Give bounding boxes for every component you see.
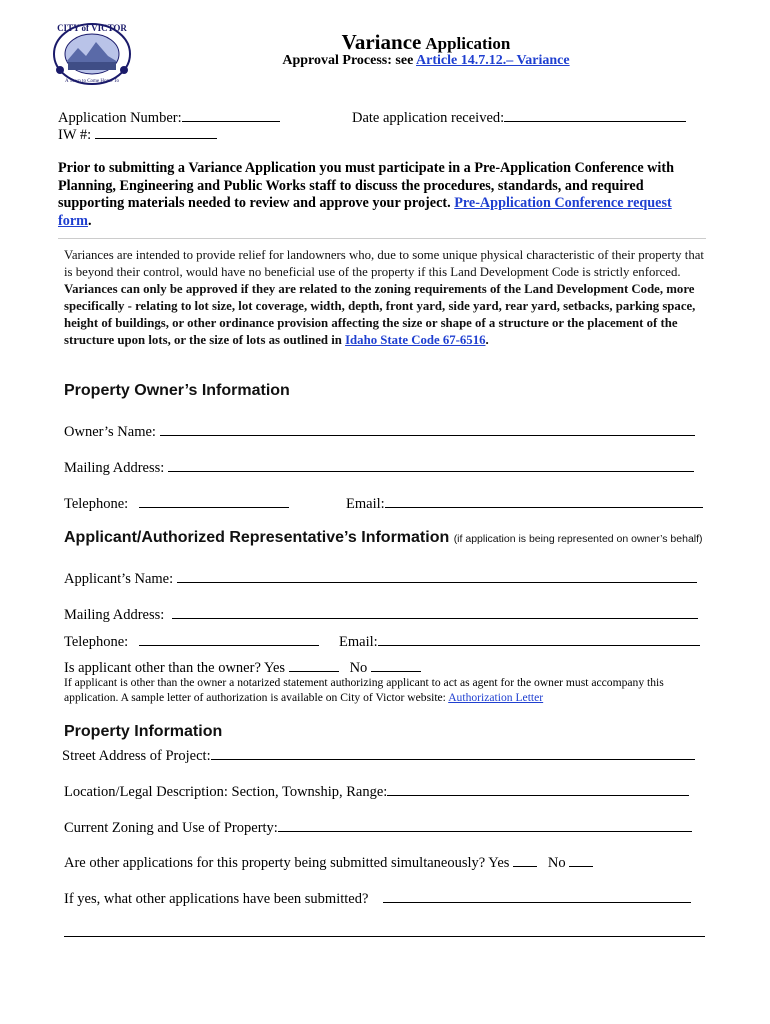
applicant-mailing-label: Mailing Address:	[64, 607, 165, 623]
approval-link[interactable]: Article 14.7.12.– Variance	[416, 53, 570, 68]
legal-description-row	[64, 781, 689, 801]
other-applications-field[interactable]	[383, 888, 691, 903]
applicant-name-row	[64, 568, 697, 588]
zoning-field[interactable]	[278, 817, 692, 832]
applicant-other-yes-field[interactable]	[289, 657, 339, 672]
owner-email-row	[346, 493, 703, 513]
applicant-phone-label: Telephone:	[64, 634, 129, 650]
seal-text-bottom: A Town to Come Home To	[65, 79, 119, 84]
other-applications-label: If yes, what other applications have been submitted?	[64, 891, 369, 907]
applicant-other-row	[64, 657, 421, 677]
owner-email-label: Email:	[346, 496, 385, 512]
seal-text-top: CITY of VICTOR	[57, 23, 127, 33]
simultaneous-row	[64, 852, 593, 872]
owner-phone-label: Telephone:	[64, 496, 129, 512]
authorization-note	[64, 675, 714, 705]
owner-mailing-row	[64, 457, 694, 477]
applicant-heading: Applicant/Authorized Representative’s Information	[64, 529, 450, 546]
applicant-heading-row	[64, 529, 703, 547]
page-title	[0, 30, 770, 55]
date-received-field[interactable]	[504, 107, 686, 122]
owner-phone-field[interactable]	[139, 493, 289, 508]
street-address-field[interactable]	[211, 745, 695, 760]
applicant-phone-field[interactable]	[139, 631, 319, 646]
legal-description-field[interactable]	[387, 781, 689, 796]
iw-row	[58, 124, 217, 144]
variance-intro	[64, 247, 706, 349]
applicant-heading-note: (if application is being represented on owner’s behalf)	[453, 533, 703, 545]
date-received-label: Date application received:	[352, 110, 505, 126]
iw-field[interactable]	[95, 124, 217, 139]
owner-mailing-field[interactable]	[168, 457, 694, 472]
owner-email-field[interactable]	[385, 493, 703, 508]
legal-description-label: Location/Legal Description: Section, Township, Range:	[64, 784, 388, 800]
app-number-label: Application Number:	[58, 110, 182, 126]
applicant-email-field[interactable]	[378, 631, 700, 646]
intro-bold: Variances can only be approved if they are related to the zoning requirements of the Land Development Code, more specifically - relating to lot size, lot coverage, width, depth, front yard, side yard, rear yard, setbacks, parking space, height of buildings, or other ordinance provision affecting the size or shape of a structure or the placement of the structure upon lots, or the size of lots as outlined in	[64, 282, 696, 347]
divider	[58, 238, 706, 239]
applicant-other-no-label: No	[349, 660, 368, 676]
applicant-email-label: Email:	[339, 634, 378, 650]
street-address-row	[62, 745, 695, 765]
applicant-name-label: Applicant’s Name:	[64, 571, 174, 587]
zoning-label: Current Zoning and Use of Property:	[64, 820, 278, 836]
notice-end: .	[87, 212, 92, 229]
applicant-mailing-field[interactable]	[172, 604, 698, 619]
owner-phone-row	[64, 493, 289, 513]
owner-name-row	[64, 421, 695, 441]
applicant-other-no-field[interactable]	[371, 657, 421, 672]
simultaneous-no-label: No	[547, 855, 566, 871]
owner-name-label: Owner’s Name:	[64, 424, 156, 440]
approval-label: Approval Process: see	[282, 53, 414, 68]
pre-application-link[interactable]: Pre-Application Conference request form	[58, 195, 672, 229]
notice-text: Prior to submitting a Variance Application you must participate in a Pre-Application Conference with Planning, Engineering and Public Works staff to discuss the procedures, standards, and required supporting materials needed to review and approve your project.	[58, 160, 674, 211]
applicant-mailing-row	[64, 604, 698, 624]
property-heading: Property Information	[64, 723, 223, 740]
pre-application-notice	[58, 160, 708, 230]
applicant-other-question: Is applicant other than the owner? Yes	[64, 660, 286, 676]
idaho-code-link[interactable]: Idaho State Code 67-6516	[345, 333, 486, 347]
other-applications-extra-line[interactable]	[64, 936, 705, 937]
owner-heading: Property Owner’s Information	[64, 382, 290, 399]
simultaneous-no-field[interactable]	[569, 852, 593, 867]
zoning-row	[64, 817, 692, 837]
iw-label: IW #:	[58, 127, 92, 143]
approval-line	[0, 53, 770, 69]
other-applications-row	[64, 888, 691, 908]
intro-text: Variances are intended to provide relief for landowners who, due to some unique physical characteristic of their property that is beyond their control, would have no beneficial use of the property if this Land Development Code is strictly enforced.	[64, 248, 704, 279]
applicant-phone-row	[64, 631, 319, 651]
street-address-label: Street Address of Project:	[62, 748, 211, 764]
owner-name-field[interactable]	[160, 421, 695, 436]
title-rest: Application	[425, 34, 511, 53]
owner-mailing-label: Mailing Address:	[64, 460, 165, 476]
applicant-name-field[interactable]	[177, 568, 697, 583]
applicant-email-row	[339, 631, 700, 651]
title-bold: Variance	[341, 30, 422, 54]
simultaneous-yes-field[interactable]	[513, 852, 537, 867]
app-number-field[interactable]	[182, 107, 280, 122]
authorization-note-text: If applicant is other than the owner a notarized statement authorizing applicant to act as agent for the owner must accompany this application. A sample letter of authorization is available on City of Victor website:	[64, 676, 664, 704]
intro-end: .	[485, 333, 489, 347]
simultaneous-question: Are other applications for this property being submitted simultaneously? Yes	[64, 855, 510, 871]
date-received-row	[352, 107, 686, 127]
authorization-letter-link[interactable]: Authorization Letter	[448, 691, 544, 704]
